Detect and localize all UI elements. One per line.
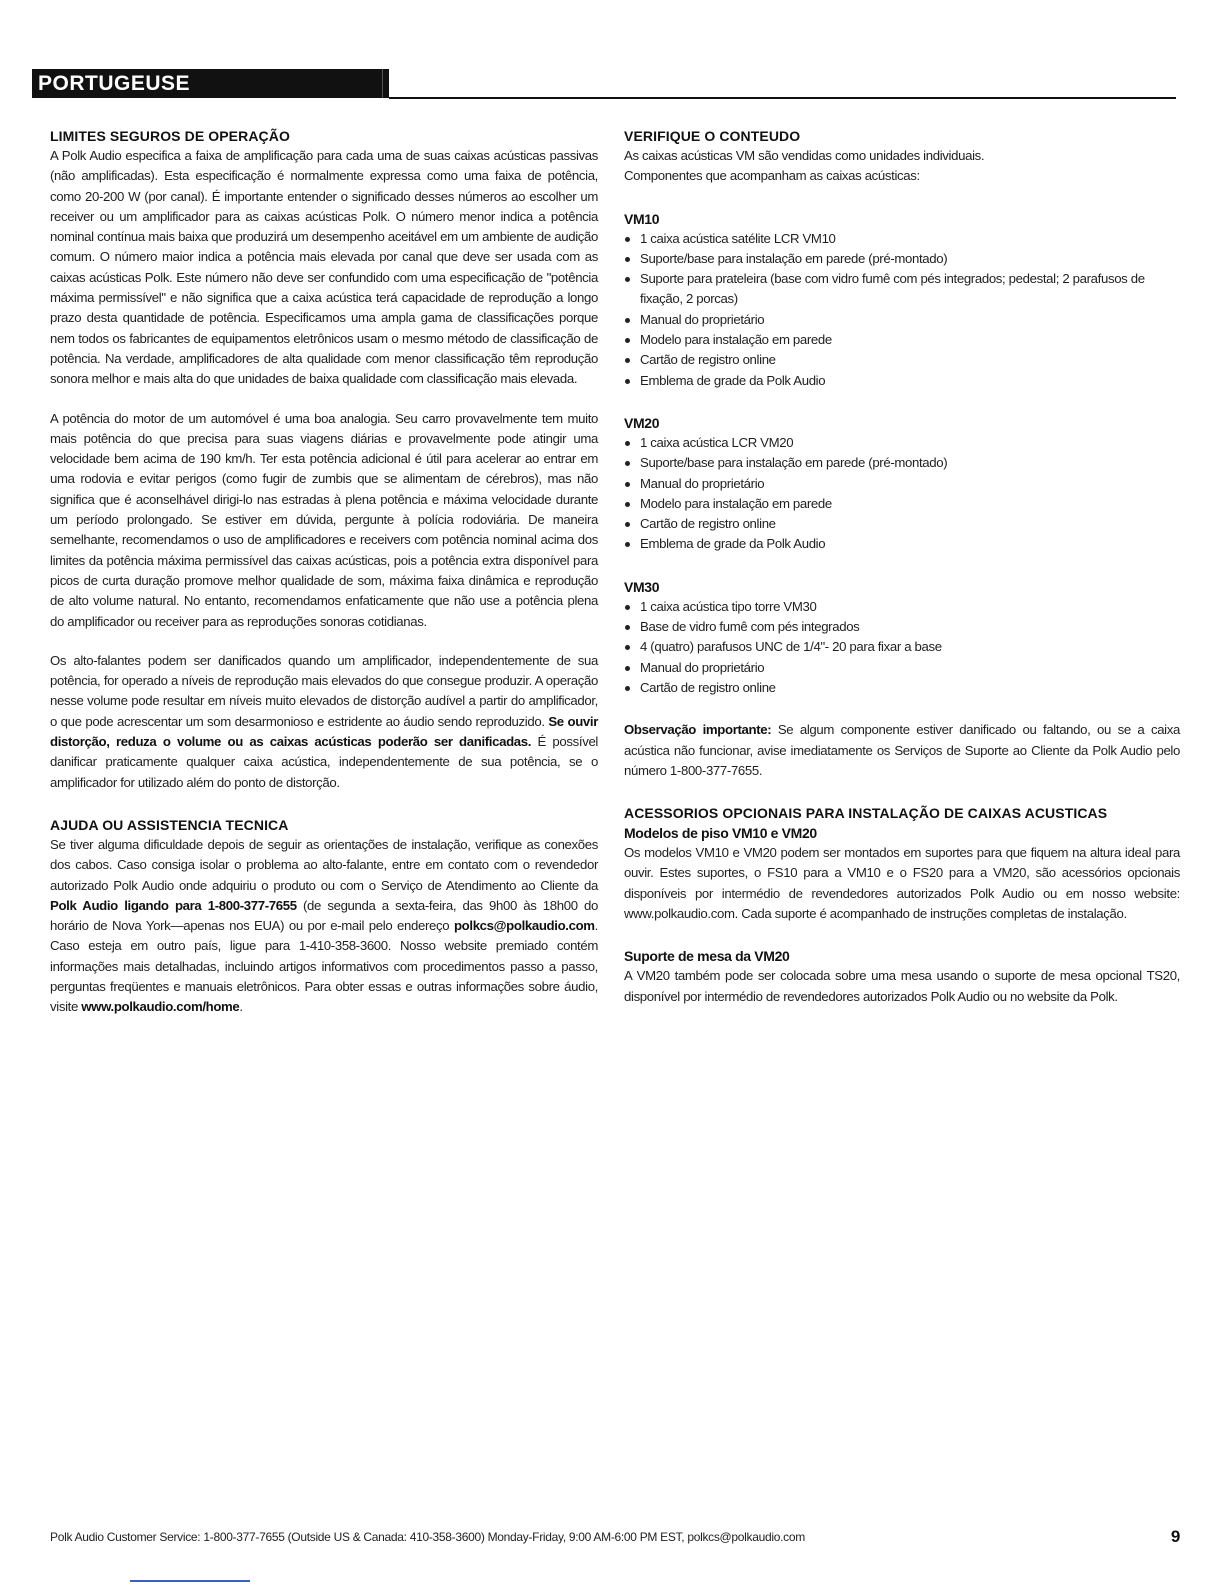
phone-bold-text: Polk Audio ligando para 1-800-377-7655: [50, 897, 297, 913]
page-number: 9: [1170, 1527, 1180, 1546]
list-item: Suporte/base para instalação em parede (pré-montado): [624, 249, 1180, 269]
heading-verifique: VERIFIQUE O CONTEUDO: [624, 128, 801, 144]
paragraph-suporte-mesa: A VM20 também pode ser colocada sobre uma mesa usando o suporte de mesa opcional TS20, disponível por intermédio de revendedores autorizados Polk Audio ou no website da Polk.: [624, 968, 1180, 1004]
list-item: Manual do proprietário: [624, 474, 1180, 494]
list-item: 1 caixa acústica tipo torre VM30: [624, 597, 1180, 617]
heading-suporte-mesa: Suporte de mesa da VM20: [624, 948, 790, 965]
text-run: .: [239, 999, 243, 1015]
list-item: 1 caixa acústica satélite LCR VM10: [624, 229, 1180, 249]
banner-notch: [382, 69, 389, 98]
list-vm20: [624, 433, 1180, 555]
verifique-line-1: As caixas acústicas VM são vendidas como unidades individuais.: [624, 148, 985, 163]
email-link[interactable]: polkcs@polkaudio.com: [453, 918, 595, 934]
subheading-modelos-piso: Modelos de piso VM10 e VM20: [624, 825, 817, 842]
section-language-banner: [32, 69, 389, 98]
header-rule: [389, 97, 1176, 99]
heading-vm20: VM20: [624, 414, 660, 431]
list-item: Cartão de registro online: [624, 514, 1180, 534]
spacer: [50, 632, 598, 651]
spacer: [624, 781, 1180, 803]
list-item: Emblema de grade da Polk Audio: [624, 534, 1180, 554]
text-run: Se tiver alguma dificuldade depois de seguir as orientações de instalação, verifique as conexões dos cabos. Caso consiga isolar o problema ao alto-falante, entre em contato com o revendedor autorizado Polk Audio onde adquiriu o produto ou com o Serviço de Atendimento ao Cliente da: [50, 836, 598, 893]
heading-vm10: VM10: [624, 210, 660, 227]
text-run: . Caso esteja em outro país, ligue para 1-410-358-3600. Nosso website premiado contém informações mais detalhadas, incluindo artigos informativos com procedimentos passo a passo, perguntas freqüentes e manuais eletrônicos. Para obter essas e outras informações sobre áudio, visite: [50, 918, 598, 1015]
paragraph-limites-1: A Polk Audio especifica a faixa de amplificação para cada uma de suas caixas acústicas passivas (não amplificadas). Esta especificação é normalmente expressa como uma faixa de potência, como 20-200 W (por canal). É importante entender o significado desses números ao escolher um receiver ou um amplificador para as caixas acústicas Polk. O número menor indica a potência nominal contínua mais baixa que produzirá um desempenho aceitável em um ambiente de audição comum. O número maior indica a potência mais elevada por canal que deve ser usada com as caixas acústicas Polk. Este número não deve ser confundido com uma especificação de "potência máxima permissível" e não significa que a caixa acústica terá capacidade de reprodução a longo prazo desta quantidade de potência. Especificamos uma ampla gama de classificações porque nem todos os fabricantes de equipamentos eletrônicos usam o mesmo método de classificação de potência. Na verdade, amplificadores de alta qualidade com menor classificação têm reprodução sonora melhor e mais alta do que unidades de baixa qualidade com classificação mais elevada.: [50, 148, 598, 387]
list-item: Emblema de grade da Polk Audio: [624, 371, 1180, 391]
paragraph-limites-2: A potência do motor de um automóvel é uma boa analogia. Seu carro provavelmente tem muito mais potência do que precisa para suas viagens diárias e provavelmente pode atingir uma velocidade bem acima de 190 km/h. Ter esta potência adicional é útil para acelerar ao entrar em uma rodovia e evitar perigos (como fugir de zumbis que se alimentam de cérebros), mas não significa que é aconselhável dirigi-lo nas estradas à plena potência e máxima velocidade durante um período prolongado. Se estiver em dúvida, pergunte à polícia rodoviária. De maneira semelhante, recomendamos o uso de amplificadores e receivers com potência nominal acima dos limites da potência máxima permissível das caixas acústicas, pois a potência extra disponível para picos de curta duração promove melhor qualidade de som, máxima faixa dinâmica e reprodução de alto volume natural. No entanto, recomendamos enfaticamente que não use a potência plena do amplificador ou receiver para as reproduções sonoras cotidianas.: [50, 410, 598, 629]
warning-bold-text: Se ouvir distorção, reduza o volume ou as caixas acústicas poderão ser danificadas.: [50, 713, 598, 750]
right-column: [624, 126, 1180, 1007]
footer-contact-text: Polk Audio Customer Service: 1-800-377-7655 (Outside US & Canada: 410-358-3600) Monday-Friday, 9:00 AM-6:00 PM EST, polkcs@polkaudio.com: [50, 1530, 805, 1544]
spacer: [624, 391, 1180, 413]
paragraph-acessorios: Os modelos VM10 e VM20 podem ser montados em suportes para que fiquem na altura ideal para ouvir. Estes suportes, o FS10 para a VM10 e o FS20 para a VM20, são acessórios opcionais disponíveis por intermédio de revendedores autorizados Polk Audio ou em nosso website: www.polkaudio.com. Cada suporte é acompanhado de instruções completas de instalação.: [624, 845, 1180, 922]
list-vm30: [624, 597, 1180, 698]
website-link[interactable]: www.polkaudio.com/home: [81, 999, 240, 1015]
paragraph-ajuda: [50, 835, 598, 1018]
heading-acessorios: ACESSORIOS OPCIONAIS PARA INSTALAÇÃO DE CAIXAS ACUSTICAS: [624, 805, 1108, 822]
heading-limites-seguros: LIMITES SEGUROS DE OPERAÇÃO: [50, 128, 290, 144]
list-item: Manual do proprietário: [624, 310, 1180, 330]
list-item: Cartão de registro online: [624, 678, 1180, 698]
list-item: Suporte/base para instalação em parede (pré-montado): [624, 453, 1180, 473]
list-item: 4 (quatro) parafusos UNC de 1/4"- 20 para fixar a base: [624, 637, 1180, 657]
list-item: Manual do proprietário: [624, 658, 1180, 678]
paragraph-limites-3: [50, 651, 598, 793]
spacer: [50, 793, 598, 815]
page-footer: [50, 1526, 1180, 1548]
spacer: [50, 390, 598, 409]
list-vm10: [624, 229, 1180, 391]
list-item: Cartão de registro online: [624, 350, 1180, 370]
heading-vm30: VM30: [624, 578, 660, 595]
list-item: Modelo para instalação em parede: [624, 494, 1180, 514]
observacao-label: Observação importante:: [624, 722, 772, 738]
spacer: [624, 555, 1180, 577]
left-column: [50, 126, 598, 1018]
bottom-accent-rule: [130, 1580, 250, 1582]
list-item: Base de vidro fumê com pés integrados: [624, 617, 1180, 637]
text-run: Os alto-falantes podem ser danificados quando um amplificador, independentemente de sua potência, for operado a níveis de reprodução mais elevados do que consegue produzir. A operação nesse volume pode resultar em níveis muito elevados de distorção audível a partir do amplificador, o que pode acrescentar um som desarmonioso e estridente ao áudio sendo reproduzido.: [50, 652, 598, 729]
list-item: Modelo para instalação em parede: [624, 330, 1180, 350]
list-item: Suporte para prateleira (base com vidro fumê com pés integrados; pedestal; 2 parafusos de fixação, 2 porcas): [624, 269, 1180, 310]
paragraph-observacao: [624, 720, 1180, 781]
verifique-line-2: Componentes que acompanham as caixas acústicas:: [624, 168, 920, 184]
list-item: 1 caixa acústica LCR VM20: [624, 433, 1180, 453]
text-run: É possível danificar praticamente qualquer caixa acústica, independentemente de sua potência, se o amplificador for utilizado além do ponto de distorção.: [50, 734, 599, 790]
text-run: Se algum componente estiver danificado ou faltando, ou se a caixa acústica não funcionar, avise imediatamente os Serviços de Suporte ao Cliente da Polk Audio pelo número 1-800-377-7655.: [624, 722, 1180, 778]
spacer: [624, 924, 1180, 946]
spacer: [624, 698, 1180, 720]
language-title: PORTUGEUSE: [38, 71, 191, 95]
text-run: (de segunda a sexta-feira, das 9h00 às 18h00 do horário de Nova York—apenas nos EUA) ou por e-mail pelo endereço: [50, 897, 598, 934]
heading-ajuda: AJUDA OU ASSISTENCIA TECNICA: [50, 816, 289, 833]
spacer: [624, 187, 1180, 209]
